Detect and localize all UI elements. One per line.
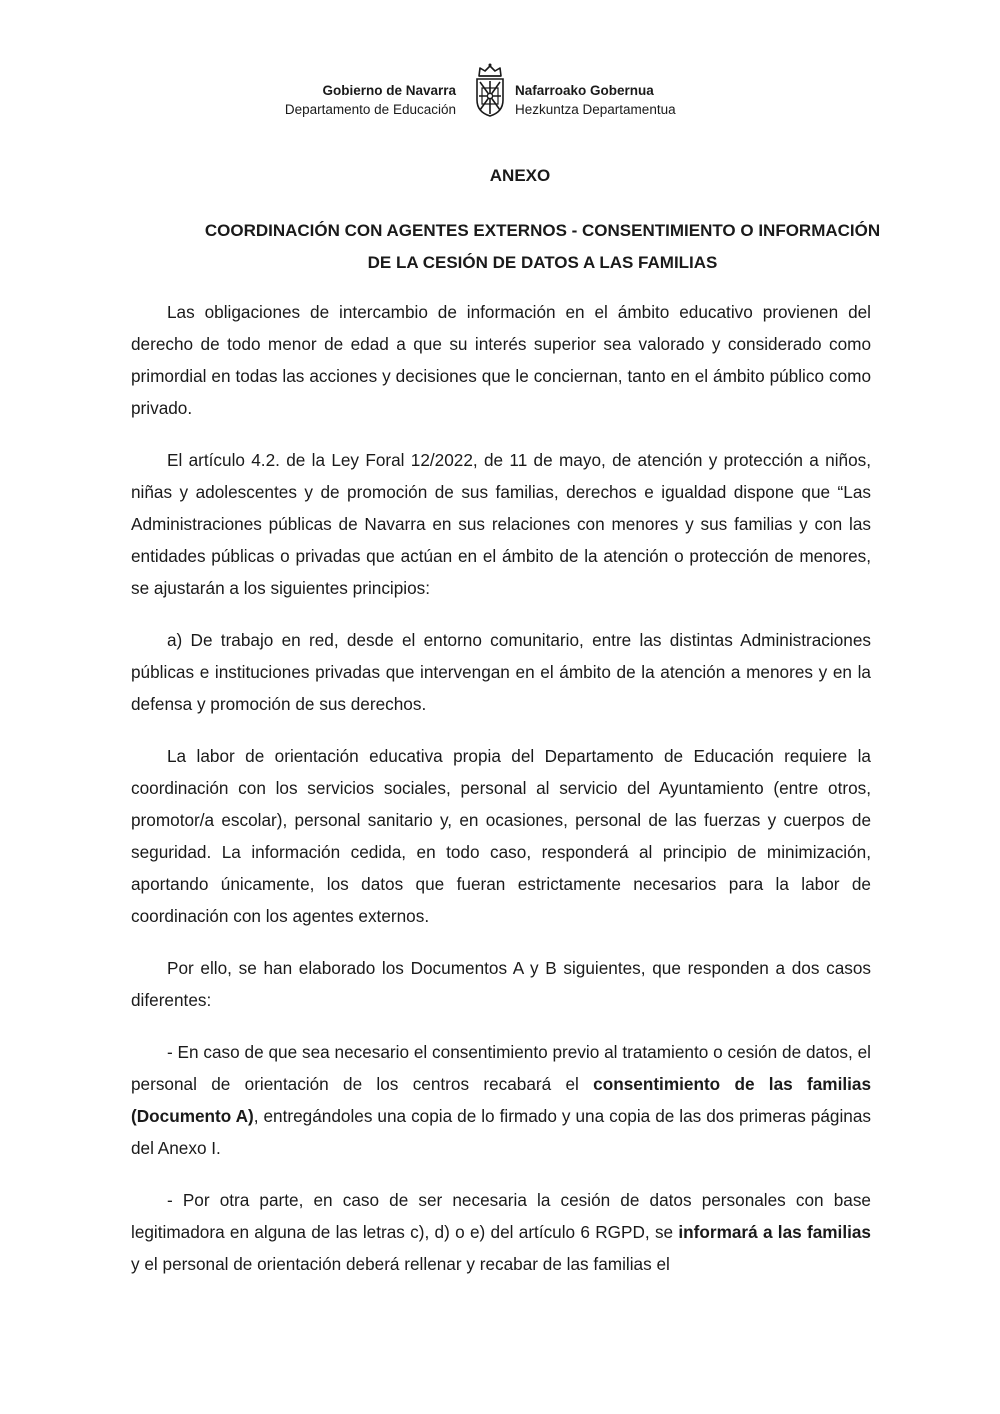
- document-title-line-2: DE LA CESIÓN DE DATOS A LAS FAMILIAS: [367, 253, 718, 272]
- paragraph-7-text-start: - Por otra parte, en caso de ser necesaria la cesión de datos personales con base legitimadora en alguna de las letras c), d) o e) del artículo 6 RGPD, se: [131, 1190, 871, 1242]
- departamento-educacion-label: Departamento de Educación: [284, 102, 456, 117]
- paragraph-7-text-end: y el personal de orientación deberá rellenar y recabar de las familias el: [131, 1254, 670, 1274]
- navarra-coat-of-arms-icon: [470, 62, 510, 118]
- paragraph-2: El artículo 4.2. de la Ley Foral 12/2022, de 11 de mayo, de atención y protección a niños, niñas y adolescentes y de promoción de sus familias, derechos e igualdad dispone que “Las Administraciones públicas de Navarra en sus relaciones con menores y sus familias y con las entidades públicas o privadas que actúan en el ámbito de la atención o protección de menores, se ajustarán a los siguientes principios:: [131, 450, 871, 598]
- paragraph-7: [131, 1184, 871, 1280]
- letterhead-right: [515, 81, 676, 119]
- paragraph-5: Por ello, se han elaborado los Documentos A y B siguientes, que responden a dos casos diferentes:: [131, 958, 871, 1010]
- paragraph-6: [131, 1036, 871, 1164]
- gobierno-navarra-label: Gobierno de Navarra: [322, 83, 456, 98]
- paragraph-6-text-start: - En caso de que sea necesario el consentimiento previo al tratamiento o cesión de datos, el personal de orientación de los centros recabará el: [131, 1042, 871, 1094]
- paragraph-7-bold: informará a las familias: [678, 1222, 871, 1242]
- paragraph-4: La labor de orientación educativa propia del Departamento de Educación requiere la coordinación con los servicios sociales, personal al servicio del Ayuntamiento (entre otros, promotor/a escolar), personal sanitario y, en ocasiones, personal de las fuerzas y cuerpos de seguridad. La información cedida, en todo caso, responderá al principio de minimización, aportando únicamente, los datos que fueran estrictamente necesarios para la labor de coordinación con los agentes externos.: [131, 746, 871, 926]
- document-body: [131, 296, 871, 1280]
- paragraph-6-bold: consentimiento de las familias (Documento A): [131, 1074, 872, 1126]
- letterhead-left: [285, 81, 456, 119]
- letterhead: [0, 62, 1000, 122]
- document-title-line-1: COORDINACIÓN CON AGENTES EXTERNOS - CONSENTIMIENTO O INFORMACIÓN: [204, 221, 881, 240]
- hezkuntza-departamentua-label: Hezkuntza Departamentua: [515, 102, 676, 117]
- paragraph-1: Las obligaciones de intercambio de información en el ámbito educativo provienen del derecho de todo menor de edad a que su interés superior sea valorado y considerado como primordial en todas las acciones y decisiones que le conciernan, tanto en el ámbito público como privado.: [131, 302, 871, 418]
- paragraph-3: a) De trabajo en red, desde el entorno comunitario, entre las distintas Administraciones públicas e instituciones privadas que intervengan en el ámbito de la atención a menores y en la defensa y promoción de sus derechos.: [131, 630, 871, 714]
- annex-heading: ANEXO: [489, 166, 551, 185]
- document-title: [140, 215, 945, 279]
- nafarroako-gobernua-label: Nafarroako Gobernua: [515, 83, 654, 98]
- paragraph-6-text-end: , entregándoles una copia de lo firmado y una copia de las dos primeras páginas del Anexo I.: [131, 1106, 871, 1158]
